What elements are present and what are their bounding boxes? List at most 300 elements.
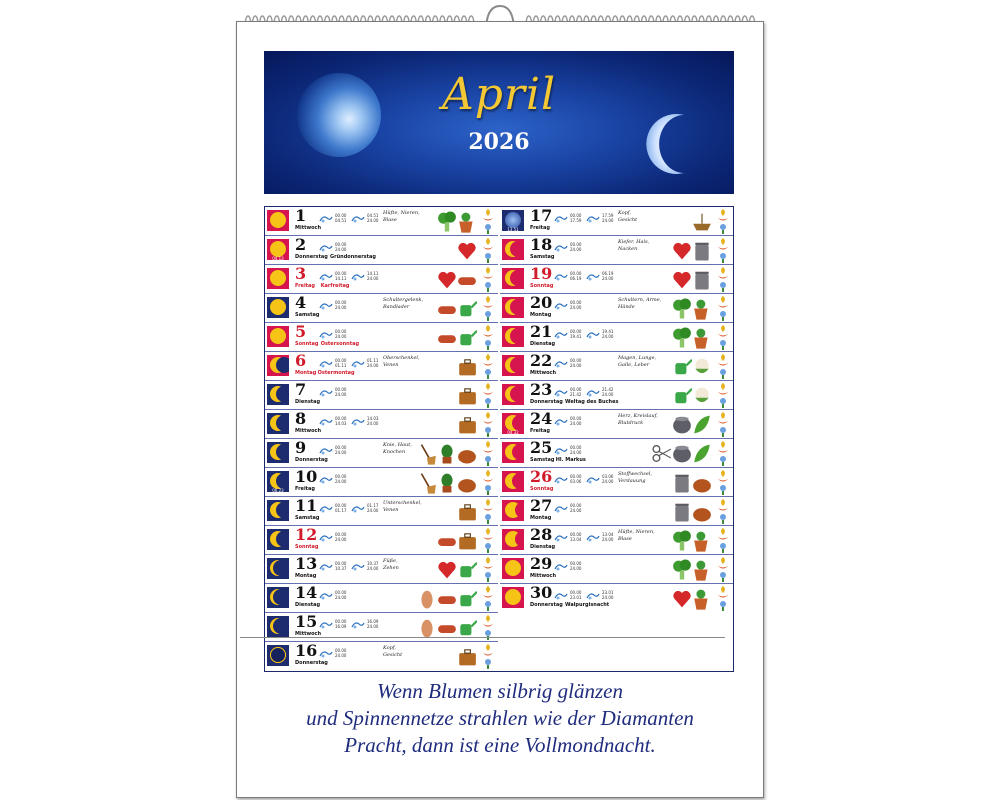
plant-type-icon — [715, 382, 731, 409]
weekday-name: Dienstag — [530, 341, 556, 347]
watering-can-icon — [457, 296, 477, 321]
plant-type-icon — [715, 208, 731, 235]
day-number: 28 — [530, 525, 553, 544]
plant-type-icon — [715, 469, 731, 496]
zodiac-time: 00.00 13.04 — [570, 532, 582, 542]
heart-icon — [457, 238, 477, 263]
weekday-name: Mittwoch — [530, 370, 557, 376]
zodiac-time: 13.04 24.00 — [602, 532, 614, 542]
month-header — [264, 51, 734, 194]
zodiac-time: 00.00 24.00 — [335, 532, 347, 542]
zodiac-sign-icon — [554, 559, 568, 569]
zodiac-sign-icon — [319, 240, 333, 250]
plant-type-icon — [715, 295, 731, 322]
zodiac-time: 19.41 24.00 — [602, 329, 614, 339]
day-number: 16 — [295, 641, 318, 660]
plant-type-icon — [715, 585, 731, 612]
plant-icon — [437, 470, 457, 495]
suitcase-icon — [457, 354, 477, 379]
day-row — [265, 526, 498, 555]
poem-line: und Spinnennetze strahlen wie der Diamanten — [306, 706, 694, 730]
weekday-name: Donnerstag — [295, 254, 328, 260]
zodiac-sign-icon — [319, 298, 333, 308]
day-row — [265, 642, 498, 671]
weekday-name: Donnerstag — [530, 399, 563, 405]
zodiac-sign-icon — [319, 356, 333, 366]
zodiac-sign-icon — [351, 501, 365, 511]
weekday-name: Sonntag — [530, 486, 554, 492]
day-row — [265, 439, 498, 468]
zodiac-sign-icon — [586, 269, 600, 279]
day-row — [265, 265, 498, 294]
flowerpot-icon — [692, 557, 712, 582]
poem-line: Pracht, dann ist eine Vollmondnacht. — [344, 733, 656, 757]
day-row — [500, 381, 733, 410]
day-number: 5 — [295, 322, 307, 341]
festival-name: Ostermontag — [317, 370, 355, 376]
day-number: 13 — [295, 554, 318, 573]
moon-phase-icon — [502, 442, 524, 463]
watering-can-icon — [672, 383, 692, 408]
day-row — [500, 294, 733, 323]
weekday-name: Montag — [295, 370, 317, 376]
moon-phase-icon — [267, 413, 289, 434]
plant-type-icon — [480, 295, 496, 322]
day-row — [500, 497, 733, 526]
zodiac-sign-icon — [554, 327, 568, 337]
zodiac-time: 00.00 24.00 — [335, 242, 347, 252]
broccoli-icon — [672, 325, 692, 350]
zodiac-time: 21.42 24.00 — [602, 387, 614, 397]
weekday-name: Samstag — [530, 457, 555, 463]
zodiac-time: 00.00 17.59 — [570, 213, 582, 223]
zodiac-sign-icon — [351, 211, 365, 221]
plant-type-icon — [480, 643, 496, 670]
moon-phase-time: 04.13 — [272, 256, 284, 260]
broom-icon — [417, 441, 437, 466]
flowerpot-icon — [692, 586, 712, 611]
heart-icon — [437, 557, 457, 582]
zodiac-time: 00.00 10.37 — [335, 561, 347, 571]
suitcase-icon — [457, 412, 477, 437]
plant-type-icon — [715, 353, 731, 380]
day-number: 15 — [295, 612, 318, 631]
empty-row-divider — [240, 637, 725, 638]
weekday-name: Donnerstag — [295, 660, 328, 666]
plant-type-icon — [715, 411, 731, 438]
moon-phase-icon — [502, 355, 524, 376]
day-number: 3 — [295, 264, 307, 283]
zodiac-time: 00.00 24.00 — [335, 300, 347, 310]
body-region: Schultern, Arme, Hände — [618, 297, 662, 310]
zodiac-time: 00.00 24.00 — [570, 445, 582, 455]
bin-icon — [692, 267, 712, 292]
plant-type-icon — [480, 469, 496, 496]
zodiac-sign-icon — [319, 530, 333, 540]
zodiac-sign-icon — [319, 472, 333, 482]
weekday-name: Montag — [295, 573, 317, 579]
flowerpot-icon — [457, 209, 477, 234]
weekday-name: Sonntag — [530, 283, 554, 289]
day-row — [265, 584, 498, 613]
zodiac-sign-icon — [319, 646, 333, 656]
plant-type-icon — [715, 266, 731, 293]
month-title: April — [441, 69, 557, 120]
day-row — [500, 555, 733, 584]
pot-icon — [672, 441, 692, 466]
weekday-name: Mittwoch — [295, 631, 322, 637]
day-row — [265, 294, 498, 323]
body-region: Magen, Lunge, Galle, Leber — [618, 355, 657, 368]
zodiac-sign-icon — [351, 269, 365, 279]
zodiac-sign-icon — [319, 443, 333, 453]
moon-phase-icon — [267, 442, 289, 463]
weekday-name: Mittwoch — [295, 225, 322, 231]
weekday-name: Freitag — [295, 486, 316, 492]
watering-can-icon — [457, 325, 477, 350]
body-region: Hüfte, Nieren, Blase — [383, 210, 420, 223]
day-number: 26 — [530, 467, 553, 486]
zodiac-sign-icon — [319, 327, 333, 337]
zodiac-time: 00.00 24.00 — [335, 648, 347, 658]
weekday-name: Freitag — [530, 225, 551, 231]
zodiac-time: 00.00 04.51 — [335, 213, 347, 223]
zodiac-sign-icon — [554, 588, 568, 598]
moon-phase-icon — [267, 239, 289, 260]
day-number: 25 — [530, 438, 553, 457]
day-row — [500, 207, 733, 236]
plant-type-icon — [715, 237, 731, 264]
zodiac-sign-icon — [319, 211, 333, 221]
moon-phase-icon — [502, 558, 524, 579]
body-region: Herz, Kreislauf, Blutdruck — [618, 413, 658, 426]
bin-icon — [672, 499, 692, 524]
moon-phase-icon — [267, 210, 289, 231]
plant-type-icon — [480, 556, 496, 583]
moon-phase-icon — [502, 268, 524, 289]
zodiac-sign-icon — [554, 414, 568, 424]
flowerpot-icon — [692, 296, 712, 321]
body-region: Hüfte, Nieren, Blase — [618, 529, 655, 542]
plant-icon — [437, 441, 457, 466]
moon-phase-icon — [502, 297, 524, 318]
zodiac-time: 14.03 24.00 — [367, 416, 379, 426]
heart-icon — [672, 267, 692, 292]
zodiac-sign-icon — [586, 211, 600, 221]
moon-phase-icon — [502, 239, 524, 260]
zodiac-time: 16.09 24.00 — [367, 619, 379, 629]
suitcase-icon — [457, 499, 477, 524]
day-number: 9 — [295, 438, 307, 457]
bread-icon — [692, 470, 712, 495]
moon-phase-icon — [502, 587, 524, 608]
day-number: 30 — [530, 583, 553, 602]
plant-type-icon — [480, 353, 496, 380]
body-region: Stoffwechsel, Verdauung — [618, 471, 652, 484]
day-number: 12 — [295, 525, 318, 544]
zodiac-time: 00.00 21.42 — [570, 387, 582, 397]
day-row — [265, 555, 498, 584]
body-region: Knie, Haut, Knochen — [383, 442, 412, 455]
zodiac-sign-icon — [586, 327, 600, 337]
zodiac-time: 00.00 23.01 — [570, 590, 582, 600]
sausage-icon — [457, 267, 477, 292]
weekday-name: Samstag — [295, 515, 320, 521]
moon-phase-icon — [502, 529, 524, 550]
zodiac-sign-icon — [554, 356, 568, 366]
day-number: 10 — [295, 467, 318, 486]
day-row — [500, 439, 733, 468]
heart-icon — [672, 586, 692, 611]
zodiac-time: 00.00 24.00 — [335, 474, 347, 484]
weekday-name: Freitag — [295, 283, 316, 289]
plant-type-icon — [480, 266, 496, 293]
day-number: 17 — [530, 206, 553, 225]
zodiac-sign-icon — [554, 298, 568, 308]
zodiac-time: 00.00 14.11 — [335, 271, 347, 281]
day-table — [264, 206, 734, 672]
zodiac-sign-icon — [351, 617, 365, 627]
day-row — [500, 468, 733, 497]
day-row — [265, 468, 498, 497]
broccoli-icon — [672, 296, 692, 321]
watering-can-icon — [457, 557, 477, 582]
flowerpot-icon — [692, 325, 712, 350]
watering-can-icon — [457, 586, 477, 611]
zodiac-time: 00.00 06.19 — [570, 271, 582, 281]
zodiac-sign-icon — [319, 588, 333, 598]
zodiac-time: 00.00 14.03 — [335, 416, 347, 426]
pot-icon — [672, 412, 692, 437]
moon-phase-icon — [267, 500, 289, 521]
weekday-name: Dienstag — [295, 602, 321, 608]
zodiac-time: 00.00 24.00 — [335, 445, 347, 455]
day-row — [500, 265, 733, 294]
zodiac-time: 00.00 24.00 — [570, 416, 582, 426]
zodiac-time: 23.01 24.00 — [602, 590, 614, 600]
plant-type-icon — [715, 498, 731, 525]
bread-icon — [457, 470, 477, 495]
day-number: 27 — [530, 496, 553, 515]
day-number: 21 — [530, 322, 553, 341]
day-row — [500, 352, 733, 381]
weekday-name: Sonntag — [295, 544, 319, 550]
day-row — [265, 497, 498, 526]
heart-icon — [672, 238, 692, 263]
moon-phase-icon — [267, 355, 289, 376]
plant-type-icon — [480, 411, 496, 438]
weekday-name: Mittwoch — [530, 573, 557, 579]
broccoli-icon — [672, 528, 692, 553]
day-number: 8 — [295, 409, 307, 428]
day-row — [265, 410, 498, 439]
day-number: 23 — [530, 380, 553, 399]
bread-icon — [692, 499, 712, 524]
plant-type-icon — [715, 556, 731, 583]
weekday-name: Dienstag — [530, 544, 556, 550]
zodiac-time: 01.17 24.00 — [367, 503, 379, 513]
plant-type-icon — [715, 324, 731, 351]
zodiac-time: 10.37 24.00 — [367, 561, 379, 571]
zodiac-time: 00.00 24.00 — [570, 503, 582, 513]
plant-type-icon — [480, 527, 496, 554]
day-number: 2 — [295, 235, 307, 254]
weekday-name: Dienstag — [295, 399, 321, 405]
plant-type-icon — [480, 585, 496, 612]
broccoli-icon — [672, 557, 692, 582]
year-label: 2026 — [468, 129, 530, 155]
moon-phase-icon — [502, 471, 524, 492]
moon-phase-icon — [267, 326, 289, 347]
weekday-name: Samstag — [295, 312, 320, 318]
plant-type-icon — [480, 324, 496, 351]
zodiac-time: 00.00 24.00 — [570, 242, 582, 252]
weekday-name: Montag — [530, 312, 552, 318]
leaf-icon — [692, 441, 712, 466]
moon-phase-icon — [267, 384, 289, 405]
plant-type-icon — [480, 237, 496, 264]
day-number: 24 — [530, 409, 553, 428]
moon-phase-icon — [502, 500, 524, 521]
day-number: 6 — [295, 351, 307, 370]
day-row — [500, 236, 733, 265]
festival-name: Weltag des Buches — [565, 399, 619, 405]
cauliflower-icon — [692, 354, 712, 379]
bin-icon — [692, 238, 712, 263]
moon-phase-icon — [267, 587, 289, 608]
zodiac-time: 03.06 24.00 — [602, 474, 614, 484]
day-number: 1 — [295, 206, 307, 225]
zodiac-sign-icon — [351, 414, 365, 424]
zodiac-time: 17.59 24.00 — [602, 213, 614, 223]
zodiac-time: 14.11 24.00 — [367, 271, 379, 281]
suitcase-icon — [457, 528, 477, 553]
zodiac-sign-icon — [319, 269, 333, 279]
moon-phase-icon — [502, 326, 524, 347]
zodiac-time: 00.00 24.00 — [570, 358, 582, 368]
day-number: 11 — [295, 496, 318, 515]
zodiac-time: 01.11 24.00 — [367, 358, 379, 368]
zodiac-sign-icon — [351, 356, 365, 366]
body-region: Oberschenkel, Venen — [383, 355, 420, 368]
plant-type-icon — [480, 208, 496, 235]
zodiac-time: 00.00 24.00 — [570, 561, 582, 571]
zodiac-sign-icon — [554, 501, 568, 511]
zodiac-time: 00.00 16.09 — [335, 619, 347, 629]
day-number: 19 — [530, 264, 553, 283]
plant-type-icon — [480, 382, 496, 409]
festival-name: Ostersonntag — [320, 341, 360, 347]
sausage-icon — [437, 586, 457, 611]
broom-icon — [417, 470, 437, 495]
day-number: 29 — [530, 554, 553, 573]
zodiac-time: 00.00 24.00 — [335, 387, 347, 397]
sausage-icon — [437, 528, 457, 553]
scissors-icon — [652, 441, 672, 466]
zodiac-sign-icon — [586, 472, 600, 482]
moon-phase-time: 06.23 — [272, 488, 284, 492]
zodiac-sign-icon — [319, 501, 333, 511]
body-region: Kopf, Gesicht — [383, 645, 403, 658]
flowerpot-icon — [692, 528, 712, 553]
festival-name: Karfreitag — [320, 283, 350, 289]
zodiac-time: 00.00 01.11 — [335, 358, 347, 368]
day-number: 14 — [295, 583, 318, 602]
day-row — [265, 381, 498, 410]
zodiac-sign-icon — [586, 385, 600, 395]
bread-icon — [457, 441, 477, 466]
day-row — [265, 236, 498, 265]
weekday-name: Samstag — [530, 254, 555, 260]
moon-phase-icon — [267, 616, 289, 637]
plant-type-icon — [480, 498, 496, 525]
plant-type-icon — [480, 440, 496, 467]
moon-phase-icon — [267, 558, 289, 579]
bin-icon — [672, 470, 692, 495]
zodiac-sign-icon — [586, 530, 600, 540]
moon-phase-icon — [267, 471, 289, 492]
zodiac-sign-icon — [554, 269, 568, 279]
weekday-name: Donnerstag — [295, 457, 328, 463]
sausage-icon — [437, 296, 457, 321]
suitcase-icon — [457, 383, 477, 408]
zodiac-sign-icon — [319, 617, 333, 627]
poem — [236, 678, 764, 759]
weekday-name: Montag — [530, 515, 552, 521]
day-row — [500, 584, 733, 613]
weekday-name: Donnerstag — [530, 602, 563, 608]
weekday-name: Mittwoch — [295, 428, 322, 434]
zodiac-sign-icon — [319, 559, 333, 569]
zodiac-sign-icon — [554, 530, 568, 540]
zodiac-sign-icon — [586, 588, 600, 598]
weekday-name: Freitag — [530, 428, 551, 434]
zodiac-time: 00.00 24.00 — [570, 300, 582, 310]
moon-phase-icon — [502, 384, 524, 405]
zodiac-time: 00.00 03.06 — [570, 474, 582, 484]
sausage-icon — [437, 325, 457, 350]
moon-phase-time: 04.32 — [507, 430, 519, 434]
zodiac-time: 04.51 24.00 — [367, 213, 379, 223]
foot-icon — [417, 586, 437, 611]
day-row — [265, 352, 498, 381]
day-row — [265, 207, 498, 236]
zodiac-time: 06.19 24.00 — [602, 271, 614, 281]
zodiac-time: 00.00 01.17 — [335, 503, 347, 513]
body-region: Unterschenkel, Venen — [383, 500, 422, 513]
poem-line: Wenn Blumen silbrig glänzen — [377, 679, 623, 703]
day-number: 20 — [530, 293, 553, 312]
day-row — [500, 323, 733, 352]
watering-can-icon — [672, 354, 692, 379]
cauliflower-icon — [692, 383, 712, 408]
festival-name: Walpurgisnacht — [565, 602, 610, 608]
day-number: 18 — [530, 235, 553, 254]
day-row — [265, 323, 498, 352]
day-row — [500, 410, 733, 439]
zodiac-sign-icon — [319, 385, 333, 395]
moon-phase-icon — [267, 529, 289, 550]
moon-phase-icon — [502, 210, 524, 231]
zodiac-sign-icon — [319, 414, 333, 424]
body-region: Kopf, Gesicht — [618, 210, 638, 223]
festival-name: Gründonnerstag — [330, 254, 376, 260]
festival-name: Hl. Markus — [555, 457, 586, 463]
moon-phase-icon — [267, 645, 289, 666]
moon-phase-icon — [267, 297, 289, 318]
day-number: 22 — [530, 351, 553, 370]
day-number: 4 — [295, 293, 307, 312]
